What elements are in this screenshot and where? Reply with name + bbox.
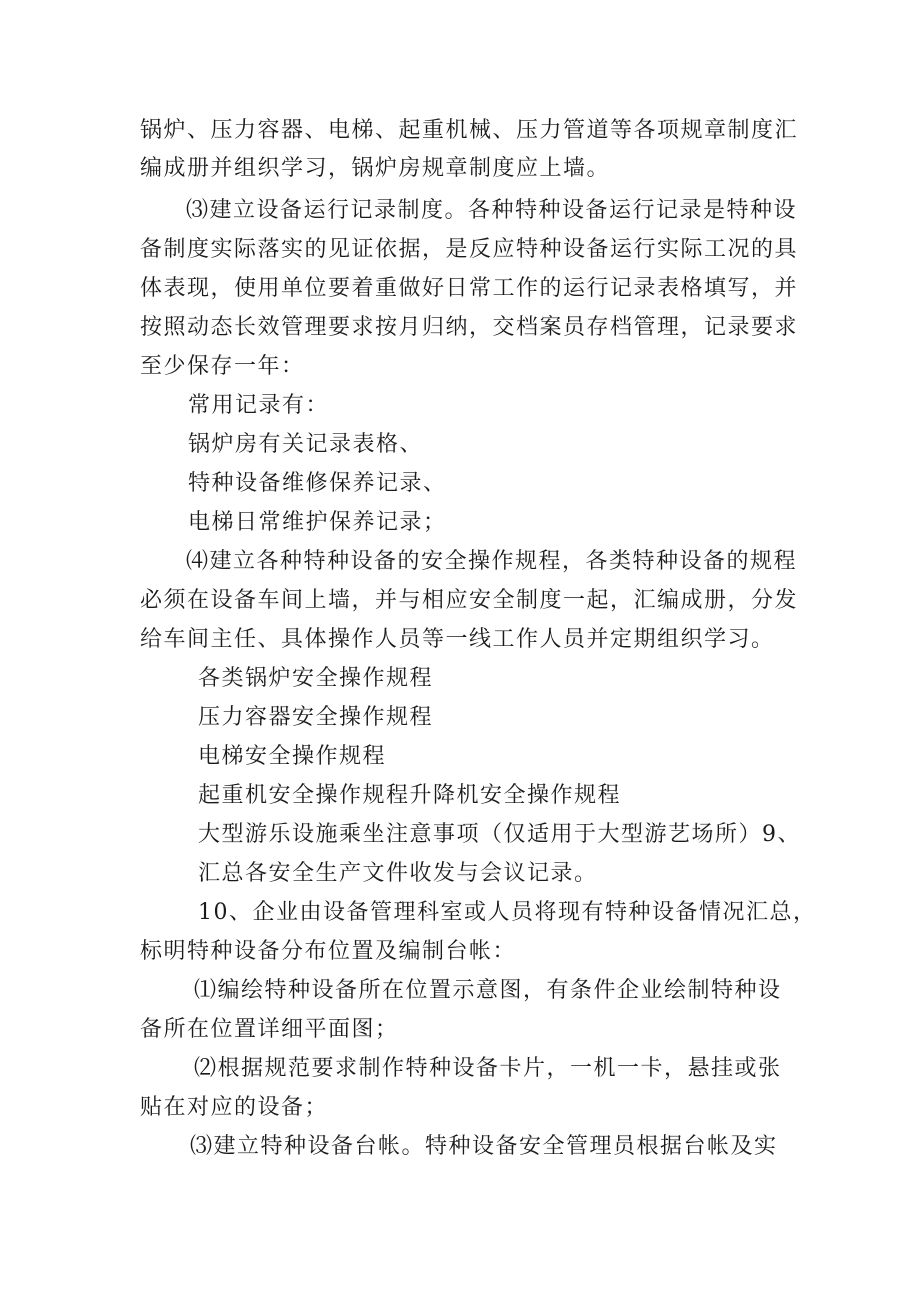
text-line: 体表现，使用单位要着重做好日常工作的运行记录表格填写，并: [140, 276, 799, 301]
text-line: 备所在位置详细平面图；: [140, 1017, 399, 1042]
text-line: ⑶建立设备运行记录制度。各种特种设备运行记录是特种设: [186, 198, 798, 223]
text-line: 电梯安全操作规程: [198, 744, 387, 769]
text-line: 大型游乐设施乘坐注意事项（仅适用于大型游艺场所）9、: [198, 822, 801, 847]
text-line: 按照动态长效管理要求按月归纳，交档案员存档管理，记录要求: [140, 315, 799, 340]
text-line: 常用记录有：: [188, 393, 330, 418]
text-line: 压力容器安全操作规程: [198, 705, 434, 730]
text-line: ⑷建立各种特种设备的安全操作规程，各类特种设备的规程: [186, 549, 798, 574]
text-line: 备制度实际落实的见证依据，是反应特种设备运行实际工况的具: [140, 237, 799, 262]
text-line: 给车间主任、具体操作人员等一线工作人员并定期组织学习。: [140, 627, 775, 652]
text-line: 各类锅炉安全操作规程: [198, 666, 434, 691]
text-line: 至少保存一年：: [140, 354, 305, 379]
text-line: 电梯日常维护保养记录；: [188, 510, 447, 535]
text-line: 必须在设备车间上墙，并与相应安全制度一起，汇编成册，分发: [140, 588, 799, 613]
text-line: 贴在对应的设备；: [140, 1095, 329, 1120]
text-line: 锅炉、压力容器、电梯、起重机械、压力管道等各项规章制度汇: [140, 118, 799, 143]
text-line: 起重机安全操作规程升降机安全操作规程: [198, 783, 622, 808]
text-line: ⑴编绘特种设备所在位置示意图，有条件企业绘制特种设: [194, 978, 782, 1003]
text-line: 10、企业由设备管理科室或人员将现有特种设备情况汇总，: [198, 900, 817, 925]
text-line: ⑶建立特种设备台帐。特种设备安全管理员根据台帐及实: [190, 1134, 778, 1159]
text-line: 汇总各安全生产文件收发与会议记录。: [198, 861, 598, 886]
text-line: ⑵根据规范要求制作特种设备卡片，一机一卡，悬挂或张: [194, 1056, 782, 1081]
text-line: 编成册并组织学习，锅炉房规章制度应上墙。: [140, 156, 611, 181]
text-line: 特种设备维修保养记录、: [188, 471, 447, 496]
text-line: 标明特种设备分布位置及编制台帐：: [140, 939, 517, 964]
text-line: 锅炉房有关记录表格、: [188, 432, 424, 457]
